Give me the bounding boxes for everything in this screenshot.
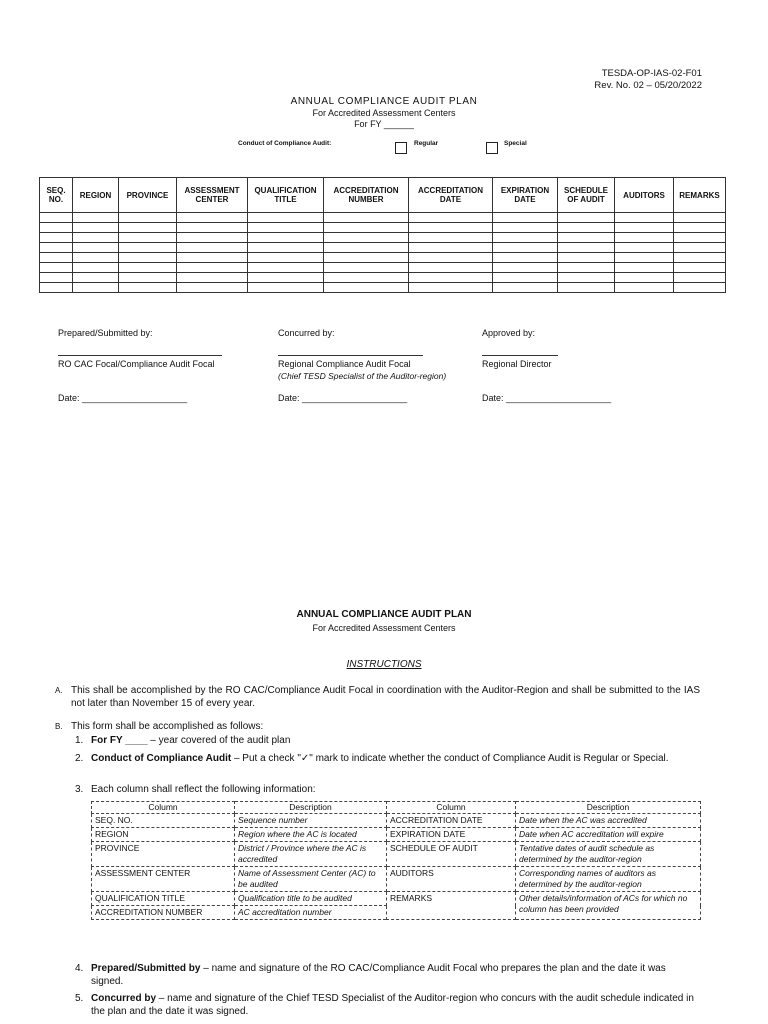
plan-cell[interactable] xyxy=(674,283,726,293)
column-name: PROVINCE xyxy=(92,842,235,867)
description-header-row xyxy=(92,802,701,814)
item-b-letter: B. xyxy=(55,722,63,731)
document-code: TESDA-OP-IAS-02-F01 xyxy=(601,68,702,79)
column-description: Sequence number xyxy=(235,814,387,828)
plan-cell[interactable] xyxy=(119,273,177,283)
plan-cell[interactable] xyxy=(248,273,324,283)
column-description: Other details/information of ACs for which no column has been provided xyxy=(516,892,701,920)
plan-cell[interactable] xyxy=(493,213,558,223)
plan-cell[interactable] xyxy=(558,213,615,223)
column-name: SCHEDULE OF AUDIT xyxy=(387,842,516,867)
plan-cell[interactable] xyxy=(40,273,73,283)
column-description: AC accreditation number xyxy=(235,906,387,920)
plan-cell[interactable] xyxy=(615,273,674,283)
plan-cell[interactable] xyxy=(248,263,324,273)
column-name: ACCREDITATION NUMBER xyxy=(92,906,235,920)
plan-cell[interactable] xyxy=(615,213,674,223)
column-header: REGION xyxy=(73,178,119,213)
plan-cell[interactable] xyxy=(615,233,674,243)
plan-cell[interactable] xyxy=(558,223,615,233)
column-name: ASSESSMENT CENTER xyxy=(92,867,235,892)
plan-cell[interactable] xyxy=(177,253,248,263)
column-header: EXPIRATION DATE xyxy=(493,178,558,213)
plan-row xyxy=(40,223,726,233)
column-description: District / Province where the AC is accredited xyxy=(235,842,387,867)
item-5: Concurred by – name and signature of the Chief TESD Specialist of the Auditor-region who concurs with the audit schedule indicated in the plan and the date it was signed. xyxy=(91,993,694,1017)
plan-cell[interactable] xyxy=(324,273,409,283)
description-header: Column xyxy=(387,802,516,814)
plan-cell[interactable] xyxy=(40,243,73,253)
plan-cell[interactable] xyxy=(558,253,615,263)
table-header-row xyxy=(40,178,726,213)
column-header: ACCREDITATION DATE xyxy=(409,178,493,213)
plan-cell[interactable] xyxy=(493,263,558,273)
plan-row xyxy=(40,233,726,243)
item-2-number: 2. xyxy=(75,753,84,764)
plan-cell[interactable] xyxy=(615,223,674,233)
column-header: SEQ. NO. xyxy=(40,178,73,213)
plan-cell[interactable] xyxy=(177,273,248,283)
plan-cell[interactable] xyxy=(73,243,119,253)
item-3-number: 3. xyxy=(75,784,84,795)
fiscal-year-line: For FY ______ xyxy=(354,119,414,129)
plan-row xyxy=(40,273,726,283)
plan-cell[interactable] xyxy=(409,253,493,263)
description-header: Description xyxy=(235,802,387,814)
plan-cell[interactable] xyxy=(73,263,119,273)
plan-cell[interactable] xyxy=(119,253,177,263)
concurred-date: Date: _____________________ xyxy=(278,393,408,403)
item-1-number: 1. xyxy=(75,735,84,746)
conduct-label: Conduct of Compliance Audit: xyxy=(238,140,332,147)
concurred-role: Regional Compliance Audit Focal xyxy=(278,359,411,369)
column-description: Qualification title to be audited xyxy=(235,892,387,906)
column-header: QUALIFICATION TITLE xyxy=(248,178,324,213)
plan-cell[interactable] xyxy=(674,273,726,283)
plan-cell[interactable] xyxy=(248,223,324,233)
plan-cell[interactable] xyxy=(119,263,177,273)
item-b-text: This form shall be accomplished as follows: xyxy=(71,721,264,732)
plan-cell[interactable] xyxy=(248,233,324,243)
plan-cell[interactable] xyxy=(40,283,73,293)
plan-cell[interactable] xyxy=(409,283,493,293)
plan-cell[interactable] xyxy=(558,273,615,283)
column-header: REMARKS xyxy=(674,178,726,213)
column-name: REGION xyxy=(92,828,235,842)
plan-cell[interactable] xyxy=(324,243,409,253)
column-name: AUDITORS xyxy=(387,867,516,892)
plan-cell[interactable] xyxy=(493,223,558,233)
prepared-role: RO CAC Focal/Compliance Audit Focal xyxy=(58,359,215,369)
plan-cell[interactable] xyxy=(119,233,177,243)
plan-cell[interactable] xyxy=(493,273,558,283)
item-3: Each column shall reflect the following information: xyxy=(91,784,316,795)
plan-cell[interactable] xyxy=(558,283,615,293)
concurred-label: Concurred by: xyxy=(278,328,335,338)
instructions-title: ANNUAL COMPLIANCE AUDIT PLAN xyxy=(296,609,472,620)
form-subtitle-block xyxy=(0,108,768,130)
plan-cell[interactable] xyxy=(40,253,73,263)
form-subtitle: For Accredited Assessment Centers xyxy=(312,108,456,118)
column-description: Region where the AC is located xyxy=(235,828,387,842)
plan-cell[interactable] xyxy=(177,233,248,243)
plan-cell[interactable] xyxy=(324,233,409,243)
plan-cell[interactable] xyxy=(324,253,409,263)
column-header: SCHEDULE OF AUDIT xyxy=(558,178,615,213)
plan-cell[interactable] xyxy=(73,223,119,233)
plan-cell[interactable] xyxy=(248,213,324,223)
plan-cell[interactable] xyxy=(409,273,493,283)
plan-cell[interactable] xyxy=(674,223,726,233)
revision-number: Rev. No. 02 – 05/20/2022 xyxy=(594,80,702,91)
plan-cell[interactable] xyxy=(73,283,119,293)
item-a-text: This shall be accomplished by the RO CAC/Compliance Audit Focal in coordination with the Auditor-Region and shall be submitted to the IAS not later than November 15 of every year. xyxy=(71,685,700,709)
approved-date: Date: _____________________ xyxy=(482,393,612,403)
plan-cell[interactable] xyxy=(324,213,409,223)
concurred-note: (Chief TESD Specialist of the Auditor-region) xyxy=(278,371,447,381)
item-2: Conduct of Compliance Audit – Put a check "✓" mark to indicate whether the conduct of Compliance Audit is Regular or Special. xyxy=(91,753,669,764)
column-name: REMARKS xyxy=(387,892,516,920)
plan-cell[interactable] xyxy=(324,263,409,273)
plan-row xyxy=(40,283,726,293)
plan-cell[interactable] xyxy=(177,213,248,223)
column-description-table xyxy=(91,801,701,920)
approved-role: Regional Director xyxy=(482,359,552,369)
plan-row xyxy=(40,253,726,263)
plan-cell[interactable] xyxy=(324,223,409,233)
column-header: AUDITORS xyxy=(615,178,674,213)
plan-cell[interactable] xyxy=(615,263,674,273)
plan-cell[interactable] xyxy=(409,223,493,233)
plan-cell[interactable] xyxy=(40,233,73,243)
instructions-subtitle: For Accredited Assessment Centers xyxy=(312,623,456,633)
plan-cell[interactable] xyxy=(177,263,248,273)
prepared-date: Date: _____________________ xyxy=(58,393,188,403)
plan-cell[interactable] xyxy=(177,223,248,233)
instructions-heading: INSTRUCTIONS xyxy=(346,659,422,670)
prepared-label: Prepared/Submitted by: xyxy=(58,328,153,338)
regular-checkbox[interactable] xyxy=(395,142,407,154)
plan-cell[interactable] xyxy=(40,213,73,223)
plan-cell[interactable] xyxy=(40,223,73,233)
plan-cell[interactable] xyxy=(409,263,493,273)
plan-cell[interactable] xyxy=(119,223,177,233)
plan-cell[interactable] xyxy=(177,283,248,293)
table-row xyxy=(92,867,701,892)
column-header: ASSESSMENT CENTER xyxy=(177,178,248,213)
table-row xyxy=(92,842,701,867)
plan-cell[interactable] xyxy=(615,253,674,263)
plan-cell[interactable] xyxy=(248,243,324,253)
plan-cell[interactable] xyxy=(119,213,177,223)
approved-signature-line xyxy=(482,355,558,356)
plan-cell[interactable] xyxy=(558,243,615,253)
plan-cell[interactable] xyxy=(73,253,119,263)
column-name: ACCREDITATION DATE xyxy=(387,814,516,828)
column-description: Name of Assessment Center (AC) to be audited xyxy=(235,867,387,892)
approved-label: Approved by: xyxy=(482,328,536,338)
plan-cell[interactable] xyxy=(73,233,119,243)
plan-cell[interactable] xyxy=(248,283,324,293)
item-4: Prepared/Submitted by – name and signature of the RO CAC/Compliance Audit Focal who prepares the plan and the date it was signed. xyxy=(91,963,666,987)
plan-cell[interactable] xyxy=(674,213,726,223)
plan-cell[interactable] xyxy=(558,233,615,243)
plan-cell[interactable] xyxy=(177,243,248,253)
column-description: Corresponding names of auditors as determined by the auditor-region xyxy=(516,867,701,892)
item-4-number: 4. xyxy=(75,963,84,974)
column-name: QUALIFICATION TITLE xyxy=(92,892,235,906)
plan-cell[interactable] xyxy=(40,263,73,273)
item-a-letter: A. xyxy=(55,686,63,695)
plan-row xyxy=(40,243,726,253)
plan-row xyxy=(40,263,726,273)
concurred-signature-line xyxy=(278,355,423,356)
column-name: EXPIRATION DATE xyxy=(387,828,516,842)
audit-plan-table xyxy=(39,177,726,293)
plan-cell[interactable] xyxy=(493,283,558,293)
column-description: Tentative dates of audit schedule as determined by the auditor-region xyxy=(516,842,701,867)
plan-cell[interactable] xyxy=(674,243,726,253)
plan-cell[interactable] xyxy=(324,283,409,293)
special-checkbox[interactable] xyxy=(486,142,498,154)
column-description: Date when the AC was accredited xyxy=(516,814,701,828)
column-name: SEQ. NO. xyxy=(92,814,235,828)
column-header: PROVINCE xyxy=(119,178,177,213)
plan-cell[interactable] xyxy=(493,253,558,263)
plan-cell[interactable] xyxy=(119,243,177,253)
plan-row xyxy=(40,213,726,223)
plan-cell[interactable] xyxy=(409,243,493,253)
column-description: Date when AC accreditation will expire xyxy=(516,828,701,842)
plan-cell[interactable] xyxy=(248,253,324,263)
item-5-number: 5. xyxy=(75,993,84,1004)
plan-cell[interactable] xyxy=(409,213,493,223)
table-row xyxy=(92,892,701,906)
table-row xyxy=(92,828,701,842)
plan-cell[interactable] xyxy=(558,263,615,273)
form-title: ANNUAL COMPLIANCE AUDIT PLAN xyxy=(290,96,478,107)
regular-label: Regular xyxy=(414,140,439,147)
description-header: Description xyxy=(516,802,701,814)
prepared-signature-line xyxy=(58,355,222,356)
document-code-block xyxy=(594,68,702,92)
plan-cell[interactable] xyxy=(615,243,674,253)
plan-cell[interactable] xyxy=(674,253,726,263)
plan-cell[interactable] xyxy=(73,273,119,283)
plan-cell[interactable] xyxy=(674,233,726,243)
plan-cell[interactable] xyxy=(615,283,674,293)
plan-cell[interactable] xyxy=(119,283,177,293)
plan-cell[interactable] xyxy=(73,213,119,223)
description-header: Column xyxy=(92,802,235,814)
item-1: For FY ____ – year covered of the audit plan xyxy=(91,735,291,746)
table-row xyxy=(92,814,701,828)
plan-cell[interactable] xyxy=(409,233,493,243)
plan-cell[interactable] xyxy=(493,243,558,253)
plan-cell[interactable] xyxy=(674,263,726,273)
special-label: Special xyxy=(504,140,527,147)
column-header: ACCREDITATION NUMBER xyxy=(324,178,409,213)
plan-cell[interactable] xyxy=(493,233,558,243)
